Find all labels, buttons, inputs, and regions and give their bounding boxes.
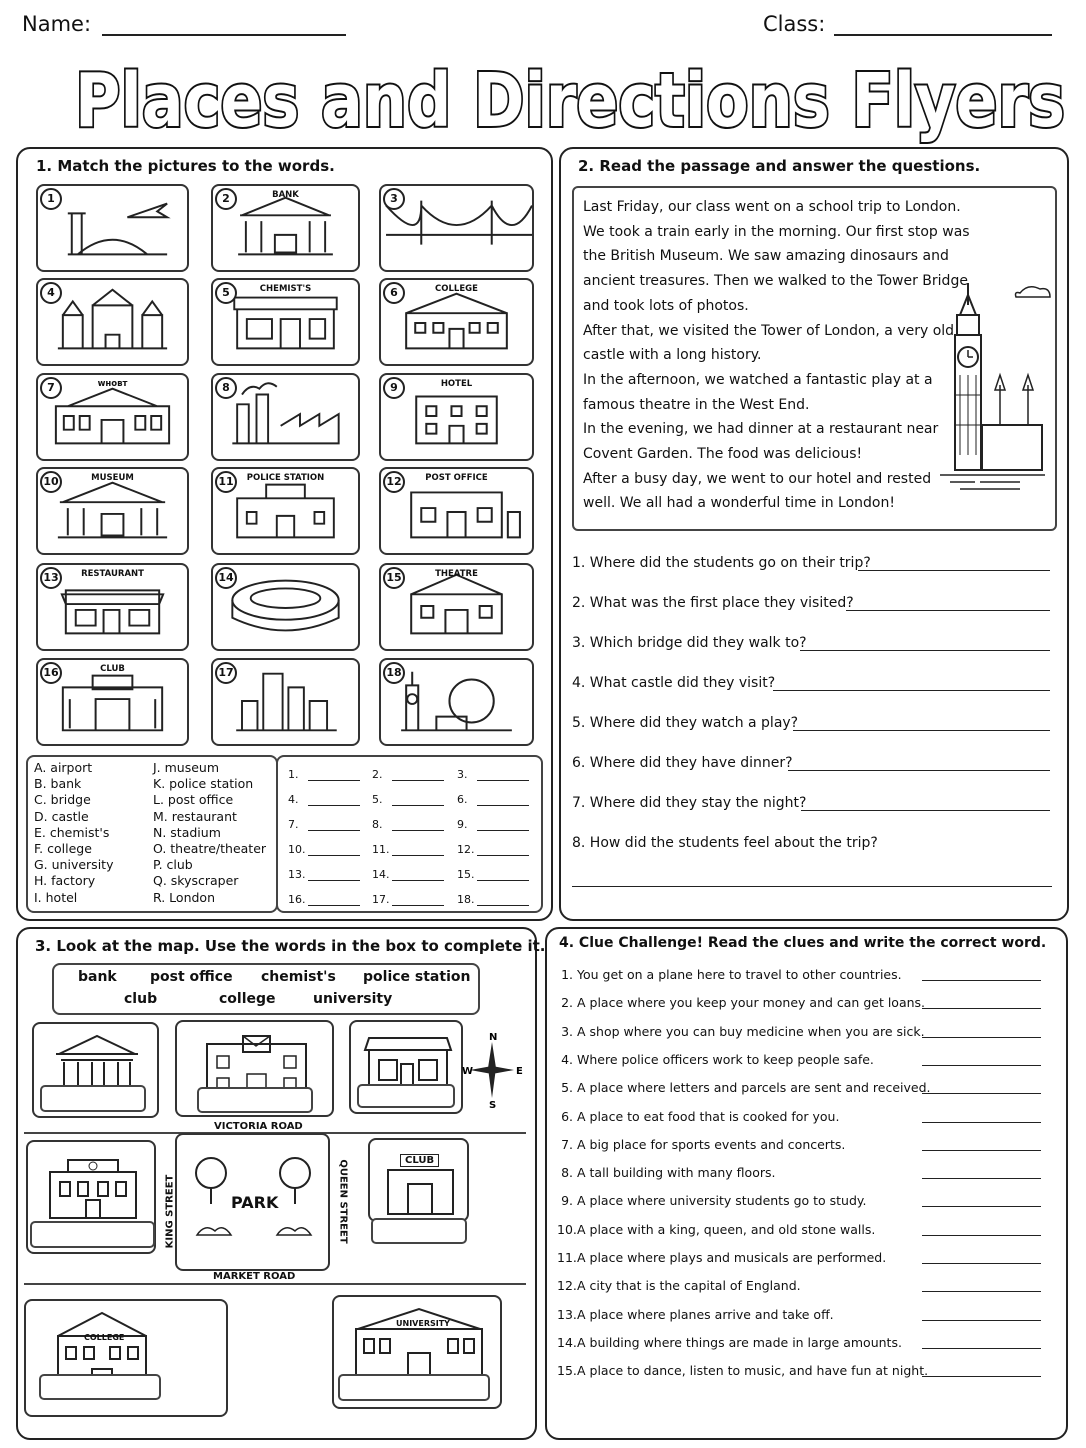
picture-number: 5 bbox=[215, 282, 237, 304]
clue-13: A place where planes arrive and take off. bbox=[577, 1306, 834, 1322]
picture-number: 18 bbox=[383, 662, 405, 684]
picture-8 bbox=[211, 373, 360, 461]
answer-blank[interactable] bbox=[477, 780, 529, 781]
clue-2: A place where you keep your money and can get loans. bbox=[577, 995, 926, 1011]
university-sign: UNIVERSITY bbox=[396, 1319, 450, 1328]
word-box-word: post office bbox=[150, 969, 233, 985]
map-answer-box-4[interactable] bbox=[30, 1221, 155, 1248]
answer-blank[interactable] bbox=[308, 880, 360, 881]
answer-line-2[interactable] bbox=[846, 610, 1050, 611]
question-2: 2. What was the first place they visited? bbox=[572, 595, 854, 611]
picture-number: 12 bbox=[383, 471, 405, 493]
word-option: D. castle bbox=[34, 808, 89, 824]
clue-answer-line[interactable] bbox=[922, 1376, 1041, 1377]
clue-9: A place where university students go to study. bbox=[577, 1193, 867, 1209]
picture-sign: HOTEL bbox=[440, 379, 473, 389]
word-box-word: club bbox=[124, 991, 158, 1007]
compass-w-label: W bbox=[462, 1066, 474, 1077]
clue-answer-line[interactable] bbox=[922, 1348, 1041, 1349]
picture-13 bbox=[36, 563, 189, 651]
clue-11: A place where plays and musicals are performed. bbox=[577, 1250, 887, 1265]
picture-number: 3 bbox=[383, 188, 405, 210]
answer-number: 6. bbox=[457, 793, 468, 806]
answer-number: 7. bbox=[288, 818, 299, 831]
word-list-col-1 bbox=[34, 760, 113, 906]
picture-18 bbox=[379, 658, 534, 746]
picture-sign: POLICE STATION bbox=[246, 473, 325, 483]
clue-number: 2. bbox=[561, 995, 573, 1011]
college-sign: COLLEGE bbox=[84, 1333, 125, 1342]
passage-line: castle with a long history. bbox=[583, 347, 762, 364]
answer-number: 17. bbox=[372, 893, 390, 906]
section-2-heading: 2. Read the passage and answer the questions. bbox=[578, 157, 981, 175]
question-5: 5. Where did they watch a play? bbox=[572, 715, 799, 731]
picture-sign: THEATRE bbox=[435, 569, 478, 579]
answer-line-7[interactable] bbox=[801, 810, 1050, 811]
answer-blank[interactable] bbox=[392, 855, 444, 856]
clue-5: A place where letters and parcels are sent and received. bbox=[577, 1080, 931, 1096]
picture-sign: ᴡʜᴏʙᴛ bbox=[97, 379, 128, 389]
picture-number: 7 bbox=[40, 377, 62, 399]
answer-blank[interactable] bbox=[392, 830, 444, 831]
clue-answer-line[interactable] bbox=[922, 1037, 1041, 1038]
passage-line: After that, we visited the Tower of London, a very old bbox=[583, 322, 955, 339]
clue-number: 12. bbox=[557, 1278, 577, 1294]
word-option: O. theatre/theater bbox=[153, 841, 267, 857]
clue-8: A tall building with many floors. bbox=[577, 1165, 776, 1181]
answer-number: 11. bbox=[372, 843, 390, 856]
clue-answer-line[interactable] bbox=[922, 1263, 1041, 1264]
picture-number: 8 bbox=[215, 377, 237, 399]
compass-n-label: N bbox=[489, 1032, 498, 1043]
answer-blank[interactable] bbox=[477, 880, 529, 881]
answer-number: 18. bbox=[457, 893, 475, 906]
picture-7 bbox=[36, 373, 189, 461]
clue-number: 15. bbox=[557, 1363, 577, 1379]
answer-line-8[interactable] bbox=[572, 886, 1052, 887]
picture-number: 6 bbox=[383, 282, 405, 304]
passage-line: Last Friday, our class went on a school trip to London. bbox=[583, 199, 961, 215]
word-option: K. police station bbox=[153, 776, 254, 792]
word-option: R. London bbox=[153, 889, 216, 905]
clue-answer-line[interactable] bbox=[922, 980, 1041, 981]
clue-15: A place to dance, listen to music, and have fun at night. bbox=[577, 1363, 929, 1379]
passage-line: In the afternoon, we watched a fantastic play at a bbox=[583, 371, 933, 388]
market-road-label: MARKET ROAD bbox=[213, 1271, 296, 1282]
picture-sign: MUSEUM bbox=[91, 473, 134, 483]
picture-17 bbox=[211, 658, 360, 746]
section-4-heading: 4. Clue Challenge! Read the clues and write the correct word. bbox=[559, 935, 1047, 951]
answer-number: 14. bbox=[372, 868, 390, 881]
word-option: Q. skyscraper bbox=[153, 873, 239, 889]
picture-number: 16 bbox=[40, 662, 62, 684]
map-building-club bbox=[368, 1138, 469, 1222]
picture-sign: RESTAURANT bbox=[81, 569, 144, 579]
answer-blank[interactable] bbox=[477, 830, 529, 831]
clue-answer-line[interactable] bbox=[922, 1178, 1041, 1179]
page-title-text: Places and Directions Flyers bbox=[75, 58, 1065, 144]
clue-answer-line[interactable] bbox=[922, 1206, 1041, 1207]
answer-blank[interactable] bbox=[308, 780, 360, 781]
answer-blank[interactable] bbox=[392, 905, 444, 906]
answer-blank[interactable] bbox=[477, 855, 529, 856]
clue-answer-line[interactable] bbox=[922, 1320, 1041, 1321]
answer-line-1[interactable] bbox=[858, 570, 1050, 571]
picture-number: 1 bbox=[40, 188, 62, 210]
section-1-heading: 1. Match the pictures to the words. bbox=[36, 157, 335, 175]
clue-number: 11. bbox=[557, 1250, 577, 1265]
name-field[interactable] bbox=[102, 34, 346, 36]
word-list-col-2 bbox=[153, 760, 266, 906]
passage-line: In the evening, we had dinner at a restaurant near bbox=[583, 421, 939, 438]
answer-number: 13. bbox=[288, 868, 306, 881]
question-8: 8. How did the students feel about the trip? bbox=[572, 835, 878, 851]
word-option: L. post office bbox=[153, 792, 234, 808]
big-ben-icon bbox=[940, 275, 1050, 500]
passage-text bbox=[583, 195, 970, 516]
clue-6: A place to eat food that is cooked for you. bbox=[577, 1108, 840, 1124]
word-option: N. stadium bbox=[153, 824, 221, 840]
class-field[interactable] bbox=[834, 34, 1052, 36]
picture-number: 13 bbox=[40, 567, 62, 589]
map-park bbox=[175, 1133, 330, 1271]
club-sign: CLUB bbox=[400, 1154, 439, 1167]
class-label: Class: bbox=[763, 12, 826, 36]
answer-number: 5. bbox=[372, 793, 383, 806]
clue-7: A big place for sports events and concerts. bbox=[577, 1136, 846, 1152]
clue-number: 6. bbox=[561, 1108, 573, 1124]
answer-number: 15. bbox=[457, 868, 475, 881]
picture-sign: COLLEGE bbox=[435, 284, 478, 294]
clue-10: A place with a king, queen, and old stone walls. bbox=[577, 1221, 876, 1237]
passage-line: well. We all had a wonderful time in London! bbox=[583, 495, 895, 512]
answer-blank[interactable] bbox=[392, 880, 444, 881]
question-3: 3. Which bridge did they walk to? bbox=[572, 635, 807, 651]
question-1: 1. Where did the students go on their trip? bbox=[572, 555, 871, 571]
clue-number: 13. bbox=[557, 1306, 577, 1322]
picture-sign: CLUB bbox=[100, 664, 125, 674]
map-answer-box-2[interactable] bbox=[197, 1087, 313, 1113]
word-option: J. museum bbox=[153, 760, 220, 775]
answer-line-5[interactable] bbox=[793, 730, 1050, 731]
clue-number: 9. bbox=[561, 1193, 573, 1209]
passage-line: Covent Garden. The food was delicious! bbox=[583, 446, 863, 463]
clue-number: 8. bbox=[561, 1165, 573, 1181]
clue-3: A shop where you can buy medicine when you are sick. bbox=[577, 1023, 925, 1039]
picture-16 bbox=[36, 658, 189, 746]
compass-s-label: S bbox=[489, 1100, 497, 1111]
map-answer-box-7[interactable] bbox=[338, 1374, 490, 1401]
clue-1: You get on a plane here to travel to other countries. bbox=[577, 967, 902, 982]
page-title bbox=[60, 48, 1080, 148]
picture-sign: CHEMIST'S bbox=[259, 284, 312, 294]
picture-sign: POST OFFICE bbox=[425, 473, 488, 483]
word-box-word: police station bbox=[363, 969, 471, 985]
picture-3 bbox=[379, 184, 534, 272]
passage-line: famous theatre in the West End. bbox=[583, 396, 810, 413]
clue-number: 5. bbox=[561, 1080, 573, 1096]
answer-blank[interactable] bbox=[308, 805, 360, 806]
clue-number: 7. bbox=[561, 1136, 573, 1152]
word-box-word: college bbox=[219, 991, 276, 1007]
word-option: B. bank bbox=[34, 776, 82, 792]
answer-number: 16. bbox=[288, 893, 306, 906]
clue-answer-line[interactable] bbox=[922, 1150, 1041, 1151]
clue-answer-line[interactable] bbox=[922, 1235, 1041, 1236]
clue-number: 1. bbox=[561, 967, 573, 982]
picture-12 bbox=[379, 467, 534, 555]
name-label: Name: bbox=[22, 12, 92, 36]
answer-number: 8. bbox=[372, 818, 383, 831]
compass-e-label: E bbox=[516, 1066, 523, 1077]
picture-5 bbox=[211, 278, 360, 366]
answer-number: 9. bbox=[457, 818, 468, 831]
answer-line-3[interactable] bbox=[800, 650, 1050, 651]
question-4: 4. What castle did they visit? bbox=[572, 675, 776, 691]
map-answer-box-1[interactable] bbox=[40, 1085, 146, 1112]
word-box-word: chemist's bbox=[261, 969, 336, 985]
answer-blank[interactable] bbox=[392, 780, 444, 781]
passage-line: the British Museum. We saw amazing dinosaurs and bbox=[583, 248, 949, 265]
picture-sign: BANK bbox=[272, 190, 299, 200]
map-answer-box-6[interactable] bbox=[39, 1374, 161, 1400]
picture-9 bbox=[379, 373, 534, 461]
picture-number: 15 bbox=[383, 567, 405, 589]
clue-number: 4. bbox=[561, 1051, 573, 1067]
question-6: 6. Where did they have dinner? bbox=[572, 755, 793, 771]
picture-number: 10 bbox=[40, 471, 62, 493]
clue-number: 14. bbox=[557, 1334, 577, 1350]
clue-number: 3. bbox=[561, 1023, 573, 1039]
answer-number: 4. bbox=[288, 793, 299, 806]
word-box-word: university bbox=[313, 991, 393, 1007]
clue-12: A city that is the capital of England. bbox=[577, 1278, 801, 1294]
map-answer-box-3[interactable] bbox=[357, 1084, 455, 1108]
answer-number: 1. bbox=[288, 768, 299, 781]
answer-number: 10. bbox=[288, 843, 306, 856]
word-option: M. restaurant bbox=[153, 808, 237, 824]
answer-blank[interactable] bbox=[477, 805, 529, 806]
picture-number: 2 bbox=[215, 188, 237, 210]
answer-line-6[interactable] bbox=[788, 770, 1050, 771]
king-street-label: KING STREET bbox=[164, 1174, 176, 1249]
picture-14 bbox=[211, 563, 360, 651]
word-option: E. chemist's bbox=[34, 824, 110, 840]
picture-6 bbox=[379, 278, 534, 366]
clue-answer-line[interactable] bbox=[922, 1122, 1041, 1123]
section-3-heading: 3. Look at the map. Use the words in the box to complete it. bbox=[35, 937, 546, 955]
word-option: C. bridge bbox=[34, 792, 91, 808]
picture-2 bbox=[211, 184, 360, 272]
clue-number: 10. bbox=[557, 1221, 577, 1237]
map-answer-box-5[interactable] bbox=[371, 1218, 467, 1244]
picture-4 bbox=[36, 278, 189, 366]
answer-blank[interactable] bbox=[392, 805, 444, 806]
word-option: P. club bbox=[153, 857, 193, 873]
picture-number: 14 bbox=[215, 567, 237, 589]
word-option: A. airport bbox=[34, 760, 93, 775]
word-option: F. college bbox=[34, 841, 92, 857]
answer-blank[interactable] bbox=[308, 855, 360, 856]
picture-number: 17 bbox=[215, 662, 237, 684]
picture-11 bbox=[211, 467, 360, 555]
answer-blank[interactable] bbox=[308, 905, 360, 906]
clue-14: A building where things are made in large amounts. bbox=[577, 1334, 902, 1350]
answer-blank[interactable] bbox=[477, 905, 529, 906]
victoria-road-label: VICTORIA ROAD bbox=[214, 1121, 303, 1132]
picture-1 bbox=[36, 184, 189, 272]
answer-number: 2. bbox=[372, 768, 383, 781]
passage-line: and took lots of photos. bbox=[583, 297, 749, 314]
picture-number: 4 bbox=[40, 282, 62, 304]
compass-icon bbox=[462, 1030, 522, 1110]
clue-4: Where police officers work to keep people safe. bbox=[577, 1051, 874, 1067]
park-label: PARK bbox=[231, 1193, 279, 1212]
passage-line: After a busy day, we went to our hotel and rested bbox=[583, 470, 932, 487]
picture-15 bbox=[379, 563, 534, 651]
picture-10 bbox=[36, 467, 189, 555]
answer-line-4[interactable] bbox=[773, 690, 1050, 691]
answer-grid-box bbox=[276, 755, 543, 913]
picture-number: 9 bbox=[383, 377, 405, 399]
map-road-line-2 bbox=[24, 1283, 526, 1285]
word-option: I. hotel bbox=[34, 889, 78, 905]
queen-street-label: QUEEN STREET bbox=[337, 1159, 349, 1244]
answer-number: 3. bbox=[457, 768, 468, 781]
answer-blank[interactable] bbox=[308, 830, 360, 831]
clue-answer-line[interactable] bbox=[922, 1008, 1041, 1009]
clue-answer-line[interactable] bbox=[922, 1291, 1041, 1292]
passage-line: We took a train early in the morning. Our first stop was bbox=[583, 223, 970, 240]
passage-line: ancient treasures. Then we walked to the Tower Bridge bbox=[583, 273, 968, 290]
clue-answer-line[interactable] bbox=[922, 1093, 1041, 1094]
picture-number: 11 bbox=[215, 471, 237, 493]
word-box-word: bank bbox=[78, 969, 117, 985]
word-option: G. university bbox=[34, 857, 114, 873]
word-option: H. factory bbox=[34, 873, 96, 889]
clue-answer-line[interactable] bbox=[922, 1065, 1041, 1066]
question-7: 7. Where did they stay the night? bbox=[572, 795, 807, 811]
answer-number: 12. bbox=[457, 843, 475, 856]
